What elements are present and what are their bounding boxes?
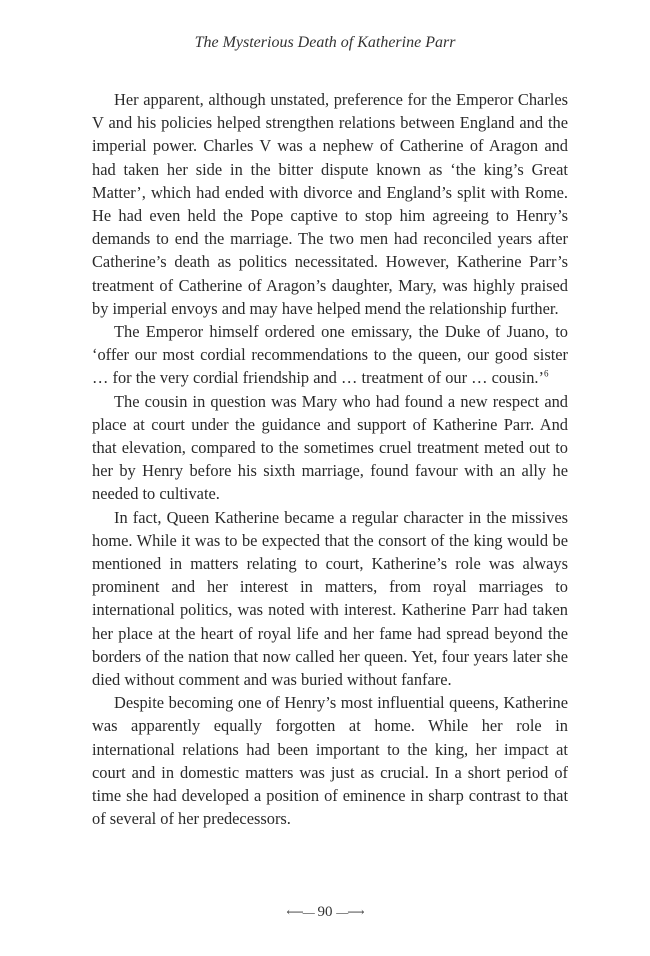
running-head: The Mysterious Death of Katherine Parr	[194, 34, 456, 51]
page-number: 90	[317, 904, 333, 920]
paragraph-text: The cousin in question was Mary who had found a new respect and place at court under the guidance and support of Katherine Parr. And that elevation, compared to the sometimes cruel treatment meted out to her by Henry before his sixth marriage, found favour with an ally he needed to cultivate.	[92, 391, 568, 504]
right-ornament-icon: —⟶	[336, 905, 364, 920]
left-ornament-icon: ⟵—	[286, 905, 314, 920]
footnote-marker: 6	[543, 368, 549, 379]
paragraph-text: In fact, Queen Katherine became a regular character in the missives home. While it was to be expected that the consort of the king would be mentioned in matters relating to court, Katherine’s role was always prominent and her interest in matters, from royal marriages to international politics, was noted with interest. Katherine Parr had taken her place at the heart of royal life and her fame had spread beyond the borders of the nation that now called her queen. Yet, four years later she died without comment and was buried without fanfare.	[92, 507, 568, 690]
paragraph	[92, 691, 568, 830]
paragraph	[92, 390, 568, 506]
body-text	[92, 88, 568, 831]
paragraph	[92, 88, 568, 320]
paragraph-text: Her apparent, although unstated, preference for the Emperor Charles V and his policies helped strengthen relations between England and the imperial power. Charles V was a nephew of Catherine of Aragon and had taken her side in the bitter dispute known as ‘the king’s Great Matter’, which had ended with divorce and England’s split with Rome. He had even held the Pope captive to stop him agreeing to Henry’s demands to end the marriage. The two men had reconciled years after Catherine’s death as politics necessitated. However, Katherine Parr’s treatment of Catherine of Aragon’s daughter, Mary, was highly praised by imperial envoys and may have helped mend the relationship further.	[92, 90, 568, 318]
paragraph	[92, 506, 568, 692]
paragraph-text: The Emperor himself ordered one emissary, the Duke of Juano, to ‘offer our most cordial recommendations to the queen, our good sister … for the very cordial friendship and … treatment of our … cousin.’	[92, 322, 568, 388]
paragraph-text: Despite becoming one of Henry’s most influential queens, Katherine was apparently equally forgotten at home. While her role in international relations had been important to the king, her impact at court and in domestic matters was just as crucial. In a short period of time she had developed a position of eminence in sharp contrast to that of several of her predecessors.	[92, 693, 568, 829]
page-folio	[0, 904, 650, 921]
paragraph	[92, 320, 568, 390]
